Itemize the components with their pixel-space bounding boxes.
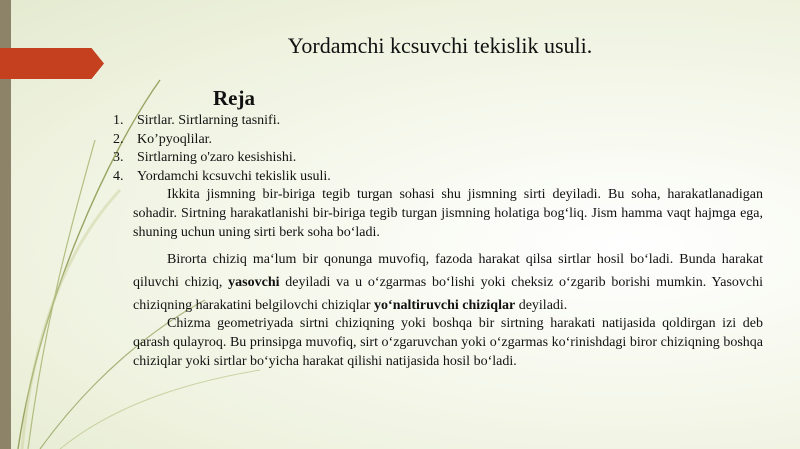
paragraph-text: deyiladi va u o‘zgarmas bo‘lishi yoki cheksiz o‘zgarib borishi mumkin. Yasovchi chiziqning harakatini belgilovchi chiziqlar	[133, 275, 763, 313]
term-directrix: yo‘naltiruvchi chiziqlar	[374, 298, 516, 313]
accent-arrow-tab	[0, 48, 104, 79]
plan-heading: Reja	[213, 86, 255, 110]
term-generatrix: yasovchi	[228, 275, 280, 290]
plan-list	[113, 112, 331, 186]
paragraph-generatrix	[133, 248, 763, 317]
list-item	[113, 112, 331, 131]
list-item-number: 3.	[113, 150, 124, 165]
curve-2	[28, 140, 95, 449]
paragraph-descriptive-geometry: Chizma geometriyada sirtni chiziqning yoki boshqa bir sirtning harakati natijasida qoldirgan izi deb qarash qulayroq. Bu prinsipga muvofiq, sirt o‘zgaruvchan yoki o‘zgarmas ko‘rinishdagi biror chiziqning boshqa chiziqlar yoki sirtlar bo‘yicha harakat qilishi natijasida hosil bo‘ladi.	[133, 316, 763, 369]
list-item	[113, 168, 331, 187]
curve-4	[60, 370, 260, 449]
list-item-number: 4.	[113, 168, 124, 184]
list-item-number: 2.	[113, 131, 124, 147]
list-item	[113, 131, 331, 150]
paragraph-text: deyiladi.	[515, 298, 568, 313]
paragraph-surface-definition: Ikkita jismning bir-biriga tegib turgan sohasi shu jismning sirti deyiladi. Bu soha, harakatlanadigan sohadir. Sirtning harakatlanishi bir-biriga tegib turgan jismning holatiga bog‘liq. Jism hamma vaqt hajmga ega, shuning uchun uning sirti berk soha bo‘ladi.	[133, 187, 763, 240]
list-item	[113, 149, 331, 168]
slide-title: Yordamchi kcsuvchi tekislik usuli.	[287, 33, 593, 58]
list-item-text: Sirtlarning o'zaro kesishishi.	[137, 150, 297, 165]
paragraph-text: Birorta chiziq ma‘lum bir qonunga muvofiq, fazoda harakat qilsa sirtlar hosil bo‘ladi. Bunda harakat qiluvchi chiziq,	[133, 252, 763, 290]
list-item-number: 1.	[113, 113, 124, 128]
list-item-text: Ko’pyoqlilar.	[137, 131, 213, 147]
list-item-text: Yordamchi kcsuvchi tekislik usuli.	[137, 168, 331, 184]
list-item-text: Sirtlar. Sirtlarning tasnifi.	[137, 113, 281, 128]
